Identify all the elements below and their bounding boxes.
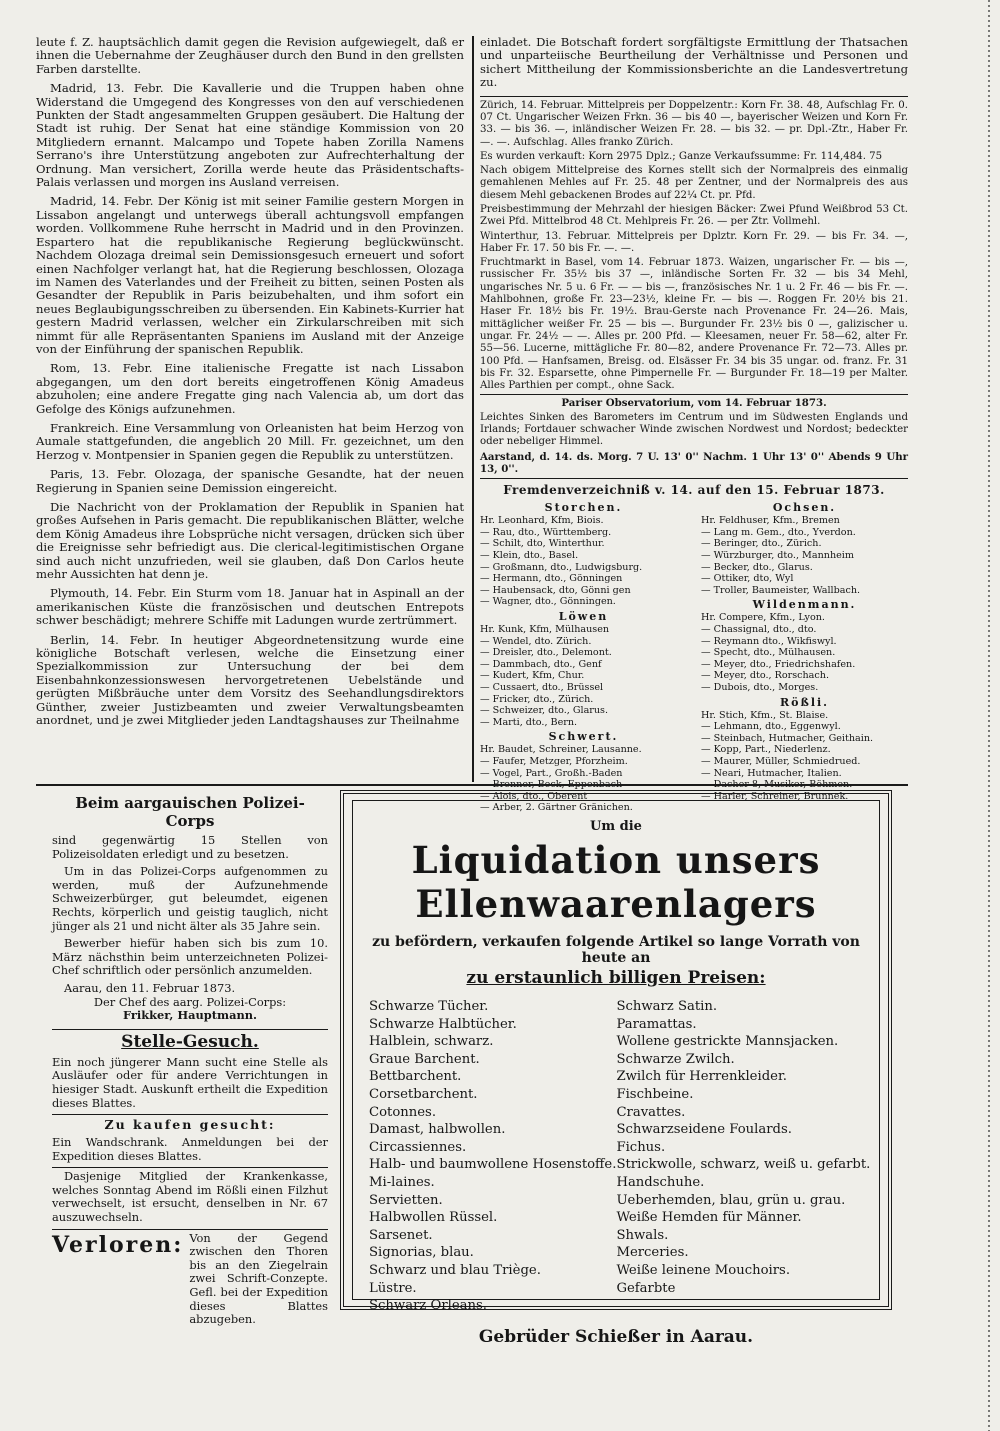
verloren-text: Von der Gegend zwischen den Thoren bis an den Ziegelrain zwei Schrift-Conzepte. Gefl. bei der Expedition dieses Blattes abzugeben.: [189, 1230, 328, 1327]
kaufen-text: Ein Wandschrank. Anmeldungen bei der Expedition dieses Blattes.: [52, 1135, 328, 1163]
guest-list: [480, 499, 908, 814]
guest-entry: — Harler, Schreiner, Brunnek.: [701, 790, 849, 802]
polizei-text: Um in das Polizei-Corps aufgenommen zu werden, muß der Aufzunehmende Schweizerbürger, gut beleumdet, eigenen Rechts, körperlich und geistig tauglich, nicht jünger als 21 und nicht älter als 35 Jahre sein.: [52, 864, 328, 933]
liquidation-line4: zu erstaunlich billigen Preisen:: [466, 968, 766, 988]
liquidation-item: Corsetbarchent.: [369, 1086, 478, 1102]
hotel-name: Storchen.: [544, 501, 623, 515]
polizei-place: Aarau, den 11. Februar 1873.: [64, 980, 236, 995]
guest-entry: — Reymann dto., Wikfiswyl.: [701, 635, 837, 647]
guest-entry: — Dubois, dto., Morges.: [701, 681, 819, 693]
guest-entry: — Meyer, dto., Friedrichshafen.: [701, 658, 856, 670]
binding-edge: [986, 0, 992, 1431]
polizei-title: Beim aargauischen Polizei-Corps: [75, 794, 305, 830]
liquidation-item: Ueberhemden, blau, grün u. grau.: [616, 1192, 846, 1208]
liquidation-item: Signorias, blau.: [369, 1245, 474, 1261]
guest-entry: — Rau, dto., Württemberg.: [480, 526, 612, 538]
guest-entry: — Schilt, dto, Winterthur.: [480, 538, 605, 550]
liquidation-item: Schwarz und blau Triège.: [369, 1262, 541, 1278]
liquidation-item: Merceries.: [616, 1245, 689, 1261]
liquidation-item: Schwarze Tücher.: [369, 999, 489, 1014]
liquidation-item: Damast, halbwollen.: [369, 1122, 506, 1138]
guest-entry: Hr. Stich, Kfm., St. Blaise.: [701, 709, 829, 721]
items-left-column: [369, 998, 616, 1315]
market-report: Preisbestimmung der Mehrzahl der hiesigen Bäcker: Zwei Pfund Weißbrod 53 Ct. Zwei Pfd. Mittelbrod 48 Ct. Mehlpreis Fr. 26. — per Ztr. Vollmehl.: [480, 204, 908, 228]
guest-entry: — Specht, dto., Mülhausen.: [701, 647, 836, 659]
guest-entry: — Klein, dto., Basel.: [480, 550, 579, 562]
market-report: Nach obigem Mittelpreise des Kornes stellt sich der Normalpreis des einmalig gemahlenen Mehles auf Fr. 25. 48 per Zentner, und der Normalpreis des aus diesem Mehl gebackenen Brodes auf 22¼ Ct. pr. Pfd.: [480, 165, 908, 201]
liquidation-items: [369, 998, 871, 1315]
aarstand-line: Aarstand, d. 14. ds. Morg. 7 U. 13' 0'' Nachm. 1 Uhr 13' 0'' Abends 9 Uhr 13, 0''.: [480, 450, 908, 475]
news-paragraph: Madrid, 14. Febr. Der König ist mit seiner Familie gestern Morgen in Lissabon angelangt und unterwegs überall achtungsvoll empfangen worden. Vollkommene Ruhe herrscht in Madrid und in den Provinzen. Espartero hat die republikanische Regierung beglückwünscht. Nachdem Olozaga dreimal sein Demissionsgesuch erneuert und sofort einen Nachfolger verlangt hat, hat die Regierung beschlossen, Olozaga im Namen des Vaterlandes und der Freiheit zu bitten, seinen Posten als Gesandter der Republik in Paris beizubehalten, und ihm sofort ein neues Beglaubigungsschreiben zu übersenden. Ein Kabinets-Kurrier hat gestern Madrid verlassen, welcher ein Zirkularschreiben mit sich nimmt für alle Repräsentanten Spaniens im Ausland mit der Anzeige von der Einführung der spanischen Republik.: [36, 194, 464, 356]
guest-entry: — Troller, Baumeister, Wallbach.: [701, 584, 861, 596]
guest-entry: — Beringer, dto., Zürich.: [701, 538, 822, 550]
hotel-name: Wildenmann.: [752, 598, 857, 612]
polizei-text: Bewerber hiefür haben sich bis zum 10. März nächsthin beim unterzeichneten Polizei-Chef schriftlich oder persönlich anzumelden.: [52, 936, 328, 978]
stelle-text: Ein noch jüngerer Mann sucht eine Stelle als Ausläufer oder für andere Verrichtungen in hiesiger Stadt. Auskunft ertheilt die Expedition dieses Blattes.: [52, 1054, 328, 1110]
liquidation-item: Gefarbte: [616, 1280, 676, 1296]
guest-entry: — Marti, dto., Bern.: [480, 716, 578, 728]
news-paragraph: leute f. Z. hauptsächlich damit gegen die Revision aufgewiegelt, daß er ihnen die Uebernahme der Zeughäuser durch den Bund in den grellsten Farben darstellte.: [36, 35, 464, 76]
guest-entry: — Dreisler, dto., Delemont.: [480, 647, 612, 659]
guest-entry: — Großmann, dto., Ludwigsburg.: [480, 561, 643, 573]
liquidation-item: Servietten.: [369, 1192, 443, 1208]
guest-entry: — Steinbach, Hutmacher, Geithain.: [701, 732, 874, 744]
liquidation-item: Paramattas.: [616, 1016, 697, 1032]
guest-entry: Hr. Compere, Kfm., Lyon.: [701, 612, 825, 624]
guest-entry: — Kopp, Part., Niederlenz.: [701, 744, 831, 756]
guest-entry: — Alois, dto., Oberent: [480, 790, 588, 802]
guest-entry: — Neari, Hutmacher, Italien.: [701, 767, 842, 779]
liquidation-item: Handschuhe.: [616, 1174, 705, 1190]
liquidation-item: Strickwolle, schwarz, weiß u. gefarbt.: [616, 1157, 871, 1173]
section-rule: [480, 394, 908, 395]
liquidation-item: Schwarz Orleans.: [369, 1298, 487, 1314]
news-paragraph: Paris, 13. Febr. Olozaga, der spanische Gesandte, hat der neuen Regierung in Spanien seine Demission eingereicht.: [36, 467, 464, 495]
guest-entry: — Cussaert, dto., Brüssel: [480, 681, 604, 693]
stelle-title: Stelle-Gesuch.: [121, 1031, 259, 1052]
hotel-name: Löwen: [558, 609, 609, 623]
polizei-chef: Der Chef des aarg. Polizei-Corps:: [93, 994, 287, 1009]
guest-entry: — Schweizer, dto., Glarus.: [480, 705, 609, 717]
news-paragraph: Plymouth, 14. Febr. Ein Sturm vom 18. Januar hat in Aspinall an der amerikanischen Küste die französischen und deutschen Entrepots schwer beschädigt; mehrere Schiffe mit Ladungen wurde zertrümmert.: [36, 586, 464, 628]
liquidation-item: Zwilch für Herrenkleider.: [616, 1069, 787, 1085]
news-paragraph: Die Nachricht von der Proklamation der Republik in Spanien hat großes Aufsehen in Paris gemacht. Die republikanischen Blätter, welche dem König Amadeus ihre Lobsprüche nicht versagen, drücken sich über die Ereignisse sehr befriedigt aus. Die clerical-legitimistischen Organe sind auch nicht unzufrieden, weil sie glauben, daß Don Carlos heute mehr Aussichten hat denn je.: [36, 500, 464, 582]
ads-rule: [36, 784, 908, 786]
market-report: Es wurden verkauft: Korn 2975 Dplz.; Ganze Verkaufssumme: Fr. 114,484. 75: [480, 150, 883, 162]
left-ads-column: [52, 792, 328, 1332]
news-paragraph: Madrid, 13. Febr. Die Kavallerie und die Truppen haben ohne Widerstand die Umgegend des Kongresses von den auf verschiedenen Punkten der Stadt angesammelten Gruppen gesäubert. Die Haltung der Stadt ist ruhig. Der Senat hat eine ständige Kommission von 20 Mitgliedern ernannt. Malcampo und Topete haben Zorilla Namens Serrano's ihre Unterstützung angeboten zur Aufrechterhaltung der Ordnung. Man versichert, Zorilla werde heute das Präsidentschafts-Palais verlassen und morgen ins Ausland verreisen.: [36, 81, 464, 190]
liquidation-line3: zu befördern, verkaufen folgende Artikel so lange Vorrath von heute an: [372, 934, 860, 966]
guest-entry: — Haubensack, dto, Gönni gen: [480, 584, 631, 596]
liquidation-item: Schwarze Zwilch.: [616, 1051, 735, 1067]
polizei-text: sind gegenwärtig 15 Stellen von Polizeisoldaten erledigt und zu besetzen.: [52, 833, 328, 861]
guest-entry: Hr. Baudet, Schreiner, Lausanne.: [480, 744, 642, 756]
kranken-text: Dasjenige Mitglied der Krankenkasse, welches Sonntag Abend im Rößli einen Filzhut verwechselt, ist ersucht, denselben in Nr. 67 auszuwechseln.: [52, 1169, 328, 1225]
right-news-column: [480, 35, 908, 814]
guest-entry: — Arber, 2. Gärtner Gränichen.: [480, 802, 633, 814]
news-paragraph: Frankreich. Eine Versammlung von Orleanisten hat beim Herzog von Aumale stattgefunden, die angeblich 20 Mill. Fr. gezeichnet, um den Herzog v. Montpensier in Spanien gegen die Republik zu unterstützen.: [36, 420, 464, 462]
guest-entry: — Lang m. Gem., dto., Yverdon.: [701, 526, 856, 538]
liquidation-item: Cravattes.: [616, 1104, 686, 1120]
verloren-title: Verloren:: [52, 1231, 184, 1258]
items-right-column: [616, 998, 870, 1315]
news-paragraph: Berlin, 14. Febr. In heutiger Abgeordnetensitzung wurde eine königliche Botschaft verlesen, welche die Einsetzung einer Spezialkommission zur Untersuchung der bei dem Eisenbahnkonzessionswesen hervorgetretenen Uebelstände und gerügten Mißbräuche unter dem Vorsitz des Seehandlungsdirektors Günther, zweier Justizbeamten und zweier Verwaltungsbeamten anordnet, und je zwei Mitglieder jeden Landtagshauses zur Theilnahme: [36, 632, 464, 728]
ad-rule: [52, 1229, 328, 1230]
liquidation-item: Halblein, schwarz.: [369, 1034, 494, 1050]
ad-rule: [52, 1167, 328, 1168]
liquidation-item: Mi-laines.: [369, 1174, 435, 1190]
fremden-title: Fremdenverzeichniß v. 14. auf den 15. Februar 1873.: [503, 483, 885, 498]
liquidation-item: Schwarze Halbtücher.: [369, 1016, 517, 1032]
guest-entry: — Dammbach, dto., Genf: [480, 658, 602, 670]
ad-rule: [52, 1029, 328, 1030]
guest-entry: — Vogel, Part., Großh.-Baden: [480, 767, 623, 779]
column-divider: [472, 36, 474, 782]
guest-list-left: [480, 499, 687, 814]
guest-entry: — Hermann, dto., Gönningen: [480, 573, 623, 585]
observatory-text: Leichtes Sinken des Barometers im Centrum und im Südwesten Englands und Irlands; Fortdauer schwacher Winde zwischen Nordwest und Nordost; bedeckter oder nebeliger Himmel.: [480, 411, 908, 448]
guest-entry: — Wagner, dto., Gönningen.: [480, 596, 616, 608]
guest-entry: — Lehmann, dto., Eggenwyl.: [701, 721, 841, 733]
liquidation-item: Bettbarchent.: [369, 1069, 462, 1085]
guest-entry: — Maurer, Müller, Schmiedrued.: [701, 755, 861, 767]
liquidation-item: Schwarz Satin.: [616, 999, 718, 1014]
guest-entry: — Würzburger, dto., Mannheim: [701, 550, 854, 562]
guest-entry: — Kudert, Kfm, Chur.: [480, 670, 585, 682]
polizei-name: Frikker, Hauptmann.: [123, 1008, 257, 1023]
liquidation-line1: Um die: [590, 819, 642, 834]
liquidation-item: Cotonnes.: [369, 1104, 437, 1120]
market-report: Winterthur, 13. Februar. Mittelpreis per Dplztr. Korn Fr. 29. — bis Fr. 34. —, Haber Fr. 17. 50 bis Fr. —. —.: [480, 230, 908, 254]
guest-entry: — Meyer, dto., Rorschach.: [701, 670, 830, 682]
liquidation-item: Shwals.: [616, 1227, 669, 1243]
guest-entry: — Ottiker, dto, Wyl: [701, 573, 794, 585]
market-report: Zürich, 14. Februar. Mittelpreis per Doppelzentr.: Korn Fr. 38. 48, Aufschlag Fr. 0. 07 Ct. Ungarischer Weizen Frkn. 36 — bis 40 —, bayerischer Weizen und Korn Fr. 33. — bis 36. —, inländischer Weizen Fr. 28. — bis 32. — pr. Dpl.-Ztr., Haber Fr. —. —. Aufschlag. Alles franko Zürich.: [480, 99, 908, 148]
liquidation-item: Schwarzseidene Foulards.: [616, 1122, 792, 1138]
ad-rule: [52, 1114, 328, 1115]
guest-entry: Hr. Leonhard, Kfm, Biois.: [480, 515, 604, 527]
liquidation-item: Halb- und baumwollene Hosenstoffe.: [369, 1157, 617, 1173]
liquidation-item: Circassiennes.: [369, 1139, 467, 1155]
liquidation-headline: Liquidation unsers Ellenwaarenlagers: [411, 838, 821, 926]
guest-entry: Hr. Kunk, Kfm, Mülhausen: [480, 623, 610, 635]
guest-entry: — Becker, dto., Glarus.: [701, 561, 813, 573]
liquidation-signature: Gebrüder Schießer in Aarau.: [478, 1326, 754, 1347]
news-paragraph: Rom, 13. Febr. Eine italienische Fregatte ist nach Lissabon abgegangen, um den dort bereits eingetroffenen König Amadeus abzuholen; eine andere Fregatte ging nach Valencia ab, um dort das Gefolge des Königs aufzunehmen.: [36, 361, 464, 416]
hotel-name: Rößli.: [779, 695, 830, 709]
liquidation-item: Sarsenet.: [369, 1227, 433, 1243]
liquidation-item: Weiße Hemden für Männer.: [616, 1210, 802, 1226]
observatory-title: Pariser Observatorium, vom 14. Februar 1873.: [561, 397, 827, 410]
liquidation-item: Fichus.: [616, 1139, 666, 1155]
guest-entry: — Fricker, dto., Zürich.: [480, 693, 594, 705]
liquidation-item: Fischbeine.: [616, 1086, 694, 1102]
news-paragraph: einladet. Die Botschaft fordert sorgfältigste Ermittlung der Thatsachen und unparteiische Beurtheilung der Verhältnisse und Personen und sichert Mittheilung der Kommissionsberichte an die Landesvertretung zu.: [480, 35, 908, 90]
market-report: Fruchtmarkt in Basel, vom 14. Februar 1873. Waizen, ungarischer Fr. — bis —, russischer Fr. 35½ bis 37 —, inländische Sorten Fr. 32 — bis 34 Mehl, ungarisches Nr. 5 u. 6 Fr. — — bis —, französisches Nr. 1 u. 2 Fr. 46 — bis Fr. —. Mahlbohnen, große Fr. 23—23½, kleine Fr. — bis —. Roggen Fr. 20½ bis 21. Haser Fr. 18½ bis Fr. 19½. Brau-Gerste nach Provenance Fr. 24—26. Mais, mittäglicher weißer Fr. 25 — bis —. Burgunder Fr. 23½ bis 0 —, galizischer u. ungar. Fr. 24½ — —. Alles pr. 200 Pfd. — Kleesamen, neuer Fr. 58—62, alter Fr. 55—56. Lucerne, mittägliche Fr. 80—82, andere Provenance Fr. 72—73. Alles pr. 100 Pfd. — Hanfsamen, Breisg. od. Elsässer Fr. 34 bis 35 ungar. od. franz. Fr. 31 bis Fr. 32. Esparsette, ohne Pimpernelle Fr. — Burgunder Fr. 18—19 per Malter. Alles Parthien per compt., ohne Sack.: [480, 257, 908, 392]
hotel-name: Schwert.: [548, 730, 619, 744]
guest-entry: — Chassignal, dto., dto.: [701, 623, 817, 635]
guest-list-right: [701, 499, 908, 814]
liquidation-item: Lüstre.: [369, 1280, 417, 1296]
liquidation-item: Weiße leinene Mouchoirs.: [616, 1262, 791, 1278]
section-rule: [480, 478, 908, 479]
guest-entry: — Faufer, Metzger, Pforzheim.: [480, 755, 628, 767]
liquidation-item: Graue Barchent.: [369, 1051, 480, 1067]
liquidation-advertisement: [340, 790, 892, 1347]
guest-entry: Hr. Feldhuser, Kfm., Bremen: [701, 515, 840, 527]
section-rule: [480, 96, 908, 97]
hotel-name: Ochsen.: [772, 501, 837, 515]
left-news-column: [36, 36, 464, 782]
kaufen-title: Zu kaufen gesucht:: [104, 1117, 276, 1133]
liquidation-inner-frame: [352, 800, 880, 1347]
guest-entry: — Wendel, dto. Zürich.: [480, 635, 592, 647]
liquidation-item: Halbwollen Rüssel.: [369, 1210, 498, 1226]
liquidation-item: Wollene gestrickte Mannsjacken.: [616, 1034, 839, 1050]
